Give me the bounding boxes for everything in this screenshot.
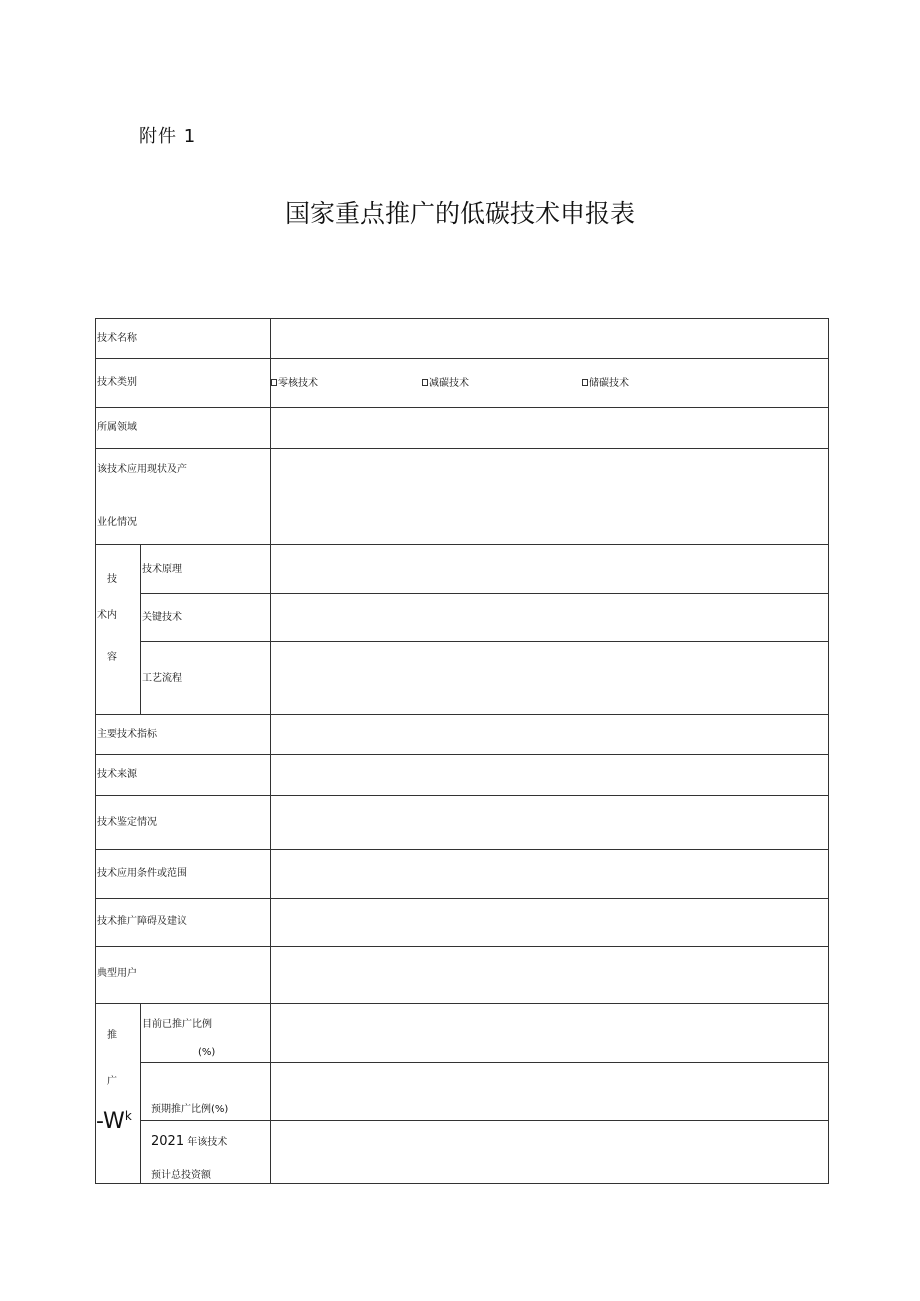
invest-field[interactable]: [271, 1121, 828, 1183]
content-group-label-2: 术内: [97, 610, 117, 621]
content-group-label-1: 技: [107, 574, 117, 585]
barriers-field[interactable]: [271, 899, 828, 946]
key-tech-label: 关键技术: [142, 612, 182, 623]
typical-users-label: 典型用户: [97, 968, 137, 979]
checkbox-icon: [422, 379, 428, 386]
process-label: 工艺流程: [142, 673, 182, 684]
current-ratio-label-line1: 目前已推广比例: [142, 1019, 212, 1030]
content-group-label-3: 容: [107, 652, 117, 663]
field-label: 所属领域: [97, 422, 137, 433]
form-title: 国家重点推广的低碳技术申报表: [284, 199, 635, 228]
process-field[interactable]: [271, 642, 828, 714]
expected-ratio-label: 预期推广比例(%): [151, 1104, 229, 1115]
conditions-field[interactable]: [271, 850, 828, 898]
tech-name-field[interactable]: [271, 319, 828, 358]
tech-category-label: 技术类别: [97, 377, 137, 388]
typical-users-field[interactable]: [271, 947, 828, 1003]
status-label-line2: 业化情况: [97, 517, 137, 528]
option-carbon-reduction[interactable]: 减碳技术: [422, 378, 469, 390]
indicators-field[interactable]: [271, 715, 828, 754]
checkbox-icon: [582, 379, 588, 386]
expected-ratio-field[interactable]: [271, 1063, 828, 1120]
annex-label: 附件 1: [139, 126, 197, 147]
current-ratio-field[interactable]: [271, 1004, 828, 1062]
appraisal-field[interactable]: [271, 796, 828, 849]
source-field[interactable]: [271, 755, 828, 795]
status-label-line1: 该技术应用现状及产: [97, 464, 187, 475]
source-label: 技术来源: [97, 769, 137, 780]
appraisal-label: 技术鉴定情况: [97, 817, 157, 828]
invest-label-line1: 2021 年该技术: [151, 1134, 228, 1149]
principle-label: 技术原理: [142, 564, 182, 575]
promo-group-label-3: $-W^k$: [96, 1109, 132, 1134]
conditions-label: 技术应用条件或范围: [97, 868, 187, 879]
barriers-label: 技术推广障碍及建议: [97, 916, 187, 927]
promo-group-label-1: 推: [107, 1030, 117, 1041]
option-carbon-storage[interactable]: 储碳技术: [582, 378, 629, 390]
indicators-label: 主要技术指标: [97, 729, 157, 740]
key-tech-field[interactable]: [271, 594, 828, 641]
checkbox-icon: [271, 379, 277, 386]
option-zero-carbon[interactable]: 零核技术: [271, 378, 318, 390]
invest-label-line2: 预计总投资额: [151, 1170, 211, 1181]
promo-group-label-2: 广: [107, 1076, 117, 1087]
tech-name-label: 技术名称: [97, 333, 137, 344]
status-field[interactable]: [271, 449, 828, 544]
application-form-table: [95, 318, 829, 1184]
field-value[interactable]: [271, 408, 828, 448]
current-ratio-label-line2: (%): [198, 1047, 216, 1058]
principle-field[interactable]: [271, 545, 828, 593]
